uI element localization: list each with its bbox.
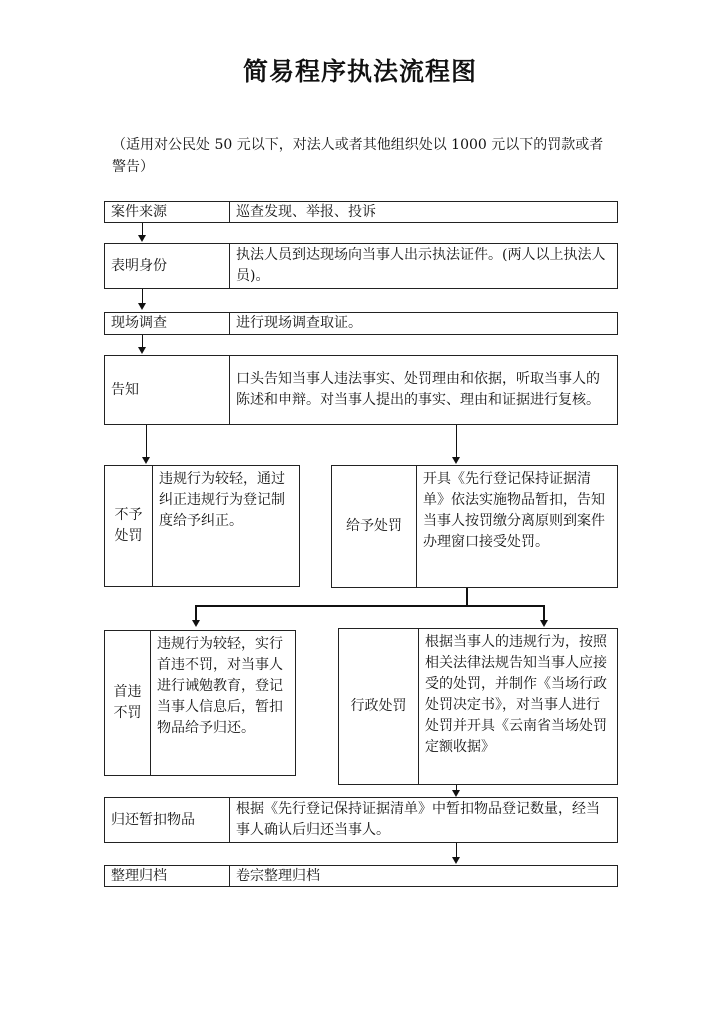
step-archive (104, 865, 618, 887)
arrow-down-icon (142, 457, 150, 464)
step-label: 首违不罚 (105, 631, 151, 775)
step-notify (104, 355, 618, 425)
step-label: 案件来源 (105, 202, 230, 222)
arrow-down-icon (192, 620, 200, 627)
flow-line (142, 289, 143, 303)
arrow-down-icon (452, 857, 460, 864)
arrow-down-icon (540, 620, 548, 627)
step-text: 违规行为较轻，实行首违不罚，对当事人进行诫勉教育，登记当事人信息后，暂扣物品给予归还。 (157, 636, 283, 736)
step-text: 根据《先行登记保持证据清单》中暂扣物品登记数量，经当事人确认后归还当事人。 (236, 801, 600, 838)
flow-line (195, 605, 197, 621)
step-label: 归还暂扣物品 (105, 798, 230, 842)
step-return-items (104, 797, 618, 843)
step-give-penalty (331, 465, 618, 588)
arrow-down-icon (452, 790, 460, 797)
step-text: 进行现场调查取证。 (236, 315, 362, 331)
flow-line (456, 425, 457, 457)
step-site-investigation (104, 312, 618, 335)
flow-line (543, 605, 545, 621)
step-text: 开具《先行登记保持证据清单》依法实施物品暂扣，告知当事人按罚缴分离原则到案件办理窗口接受处罚。 (423, 471, 605, 550)
step-label: 不予处罚 (105, 466, 153, 586)
step-label: 告知 (105, 356, 230, 424)
step-admin-penalty (338, 628, 618, 785)
flow-line (142, 335, 143, 347)
flow-line (146, 425, 147, 457)
step-label: 表明身份 (105, 244, 230, 288)
arrow-down-icon (138, 303, 146, 310)
scope-note: （适用对公民处 50 元以下，对法人或者其他组织处以 1000 元以下的罚款或者警告） (112, 137, 604, 175)
flow-line (142, 223, 143, 235)
step-text: 违规行为较轻，通过纠正违规行为登记制度给予纠正。 (159, 471, 285, 529)
arrow-down-icon (138, 235, 146, 242)
step-text: 巡查发现、举报、投诉 (236, 203, 376, 220)
step-text: 根据当事人的违规行为，按照相关法律法规告知当事人应接受的处罚，并制作《当场行政处罚决定书》，对当事人进行处罚并开具《云南省当场处罚定额收据》 (425, 634, 607, 755)
arrow-down-icon (452, 457, 460, 464)
step-show-identity (104, 243, 618, 289)
step-label: 行政处罚 (339, 629, 419, 784)
step-text: 卷宗整理归档 (236, 867, 320, 884)
step-case-source (104, 201, 618, 223)
step-label: 整理归档 (105, 866, 230, 886)
flow-line (195, 605, 545, 607)
step-text: 口头告知当事人违法事实、处罚理由和依据，听取当事人的陈述和申辩。对当事人提出的事实、理由和证据进行复核。 (236, 371, 600, 408)
flow-line (466, 588, 468, 606)
page-title: 简易程序执法流程图 (242, 57, 477, 86)
step-label: 现场调查 (105, 313, 230, 334)
flow-line (456, 843, 457, 857)
step-label: 给予处罚 (332, 466, 417, 587)
step-no-penalty (104, 465, 300, 587)
arrow-down-icon (138, 347, 146, 354)
step-text: 执法人员到达现场向当事人出示执法证件。(两人以上执法人员)。 (236, 247, 606, 284)
step-first-offense (104, 630, 296, 776)
